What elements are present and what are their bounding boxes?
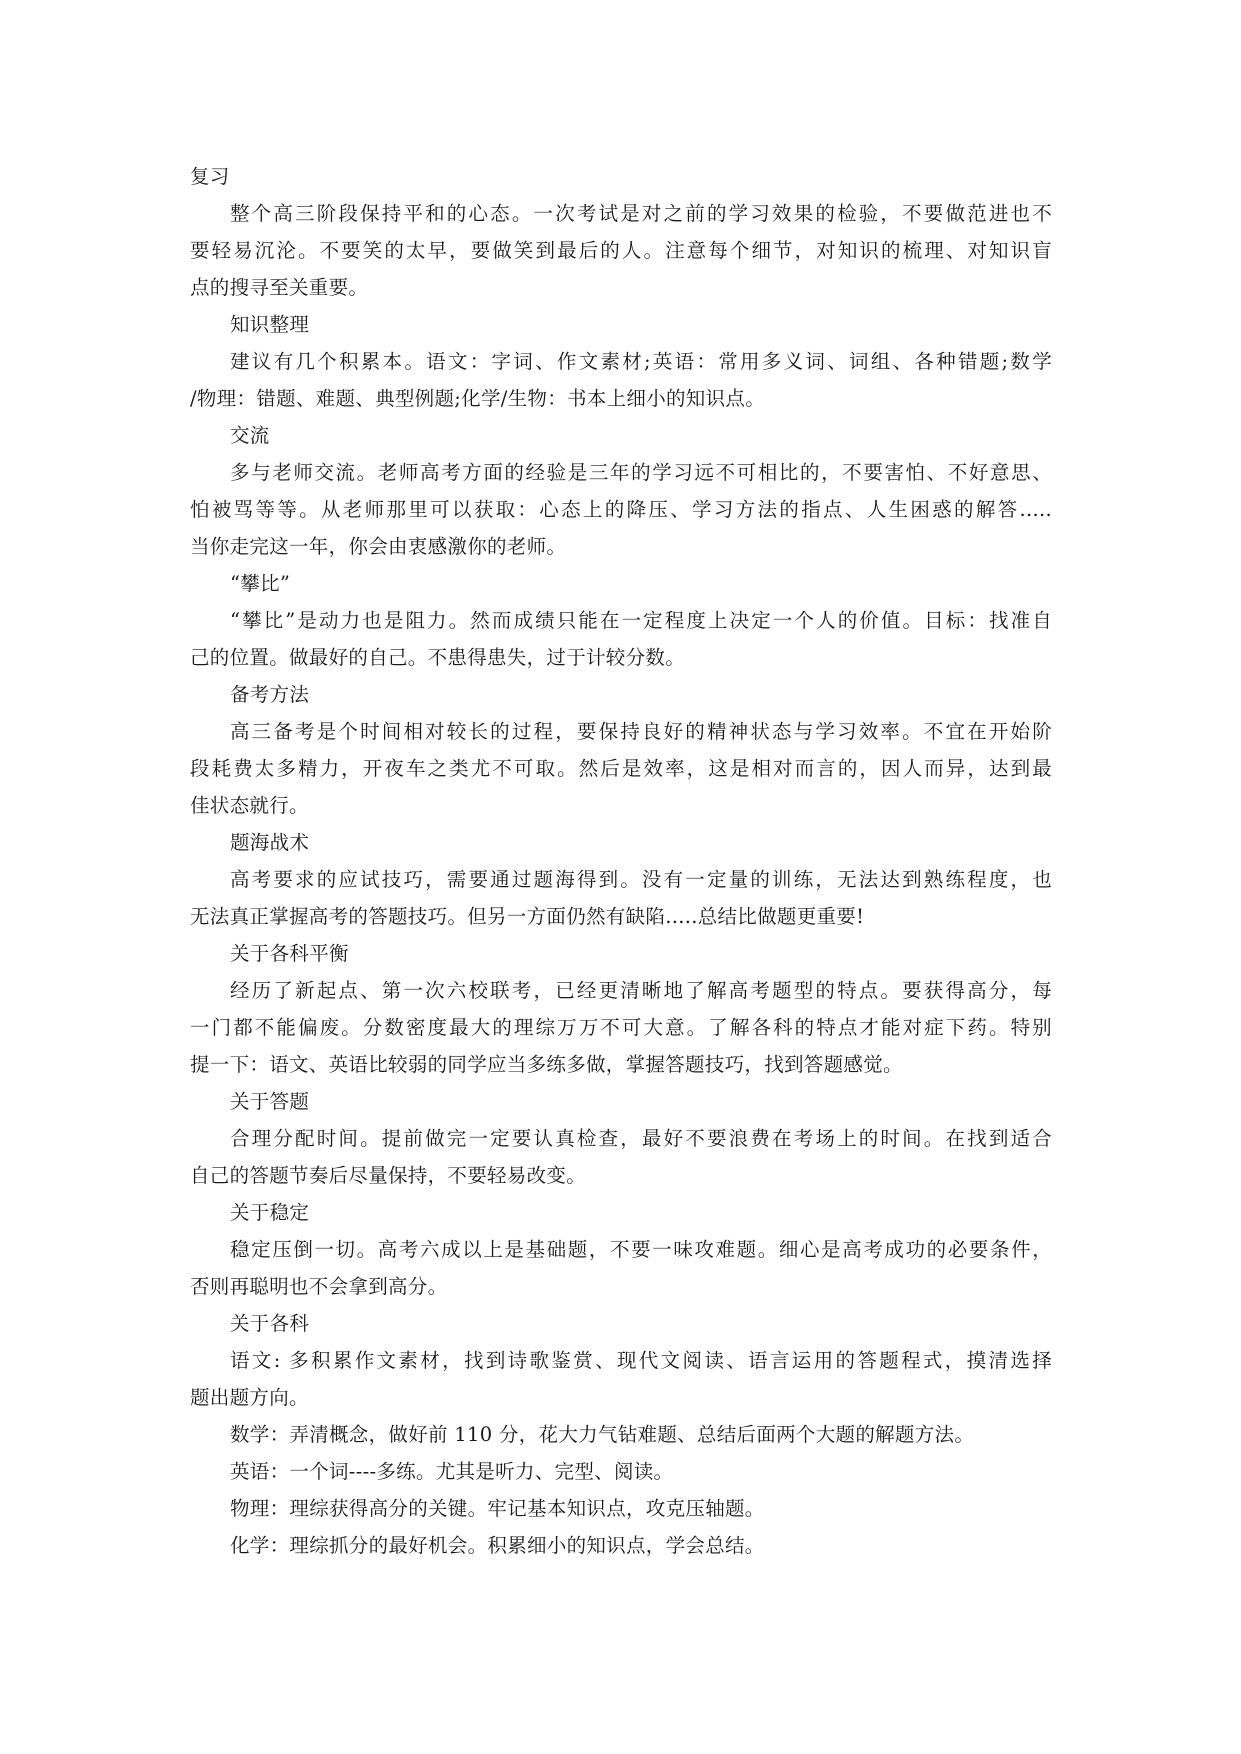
text-line: 交流 bbox=[230, 424, 270, 447]
text-line: 题海战术 bbox=[230, 831, 310, 854]
text-line: 提一下：语文、英语比较弱的同学应当多练多做，掌握答题技巧，找到答题感觉。 bbox=[190, 1053, 903, 1076]
text-line: 英语：一个词----多练。尤其是听力、完型、阅读。 bbox=[230, 1460, 674, 1483]
text-line: 高考要求的应试技巧，需要通过题海得到。没有一定量的训练，无法达到熟练程度，也 bbox=[230, 868, 1052, 891]
text-line: 物理：理综获得高分的关键。牢记基本知识点，攻克压轴题。 bbox=[230, 1497, 765, 1520]
text-line: 经历了新起点、第一次六校联考，已经更清晰地了解高考题型的特点。要获得高分，每 bbox=[230, 979, 1052, 1002]
text-line: 关于各科平衡 bbox=[230, 942, 349, 965]
text-line: 建议有几个积累本。语文：字词、作文素材;英语：常用多义词、词组、各种错题;数学 bbox=[230, 350, 1052, 373]
text-line: 否则再聪明也不会拿到高分。 bbox=[190, 1275, 448, 1298]
text-line: 化学：理综抓分的最好机会。积累细小的知识点，学会总结。 bbox=[230, 1534, 765, 1557]
text-line: 无法真正掌握高考的答题技巧。但另一方面仍然有缺陷.....总结比做题更重要! bbox=[190, 905, 865, 928]
text-line: “攀比”是动力也是阻力。然而成绩只能在一定程度上决定一个人的价值。目标：找准自 bbox=[230, 609, 1052, 632]
text-line: 点的搜寻至关重要。 bbox=[190, 276, 369, 299]
text-line: 题出题方向。 bbox=[190, 1386, 309, 1409]
text-line: 关于稳定 bbox=[230, 1201, 310, 1224]
text-line: 关于答题 bbox=[230, 1090, 310, 1113]
text-line: 要轻易沉沦。不要笑的太早，要做笑到最后的人。注意每个细节，对知识的梳理、对知识盲 bbox=[190, 239, 1052, 262]
text-line: 当你走完这一年，你会由衷感激你的老师。 bbox=[190, 535, 567, 558]
text-line: 知识整理 bbox=[230, 313, 310, 336]
text-line: 合理分配时间。提前做完一定要认真检查，最好不要浪费在考场上的时间。在找到适合 bbox=[230, 1127, 1052, 1150]
document-page bbox=[190, 158, 1052, 1564]
text-line: 数学：弄清概念，做好前 110 分，花大力气钻难题、总结后面两个大题的解题方法。 bbox=[230, 1423, 975, 1446]
text-line: 己的位置。做最好的自己。不患得患失，过于计较分数。 bbox=[190, 646, 686, 669]
text-line: 一门都不能偏废。分数密度最大的理综万万不可大意。了解各科的特点才能对症下药。特别 bbox=[190, 1016, 1052, 1039]
text-line: “攀比” bbox=[230, 572, 291, 595]
text-line: 高三备考是个时间相对较长的过程，要保持良好的精神状态与学习效率。不宜在开始阶 bbox=[230, 720, 1052, 743]
text-line: 怕被骂等等。从老师那里可以获取：心态上的降压、学习方法的指点、人生困惑的解答..... bbox=[190, 498, 1052, 521]
text-line: /物理：错题、难题、典型例题;化学/生物：书本上细小的知识点。 bbox=[190, 387, 766, 410]
text-line: 多与老师交流。老师高考方面的经验是三年的学习远不可相比的，不要害怕、不好意思、 bbox=[230, 461, 1052, 484]
text-line: 段耗费太多精力，开夜车之类尤不可取。然后是效率，这是相对而言的，因人而异，达到最 bbox=[190, 757, 1052, 780]
text-line: 备考方法 bbox=[230, 683, 310, 706]
text-line: 稳定压倒一切。高考六成以上是基础题，不要一味攻难题。细心是高考成功的必要条件， bbox=[230, 1238, 1052, 1261]
text-line: 佳状态就行。 bbox=[190, 794, 309, 817]
text-line: 整个高三阶段保持平和的心态。一次考试是对之前的学习效果的检验，不要做范进也不 bbox=[230, 202, 1052, 225]
text-line: 自己的答题节奏后尽量保持，不要轻易改变。 bbox=[190, 1164, 587, 1187]
document-heading: 复习 bbox=[190, 165, 230, 188]
text-line: 关于各科 bbox=[230, 1312, 310, 1335]
text-line: 语文: 多积累作文素材，找到诗歌鉴赏、现代文阅读、语言运用的答题程式，摸清选择 bbox=[230, 1349, 1052, 1372]
